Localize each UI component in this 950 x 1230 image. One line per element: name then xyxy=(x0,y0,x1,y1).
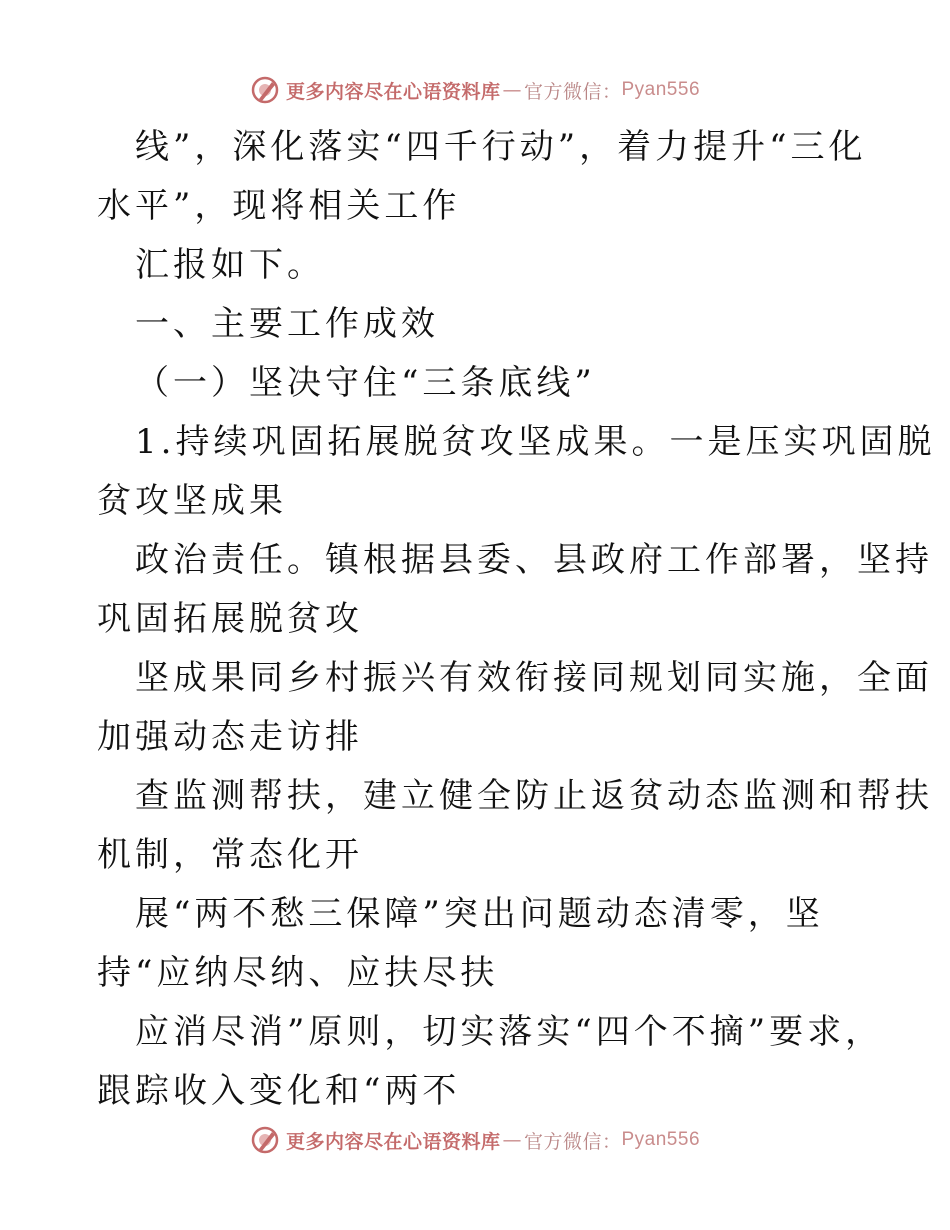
watermark-separator: — xyxy=(502,1129,522,1151)
text-line: 水平”，现将相关工作 xyxy=(97,186,461,226)
text-line: 坚成果同乡村振兴有效衔接同规划同实施，全面 xyxy=(135,658,933,698)
text-line: 加强动态走访排 xyxy=(97,717,363,757)
document-body xyxy=(97,118,936,1121)
watermark-header xyxy=(0,70,950,110)
text-line: 查监测帮扶，建立健全防止返贫动态监测和帮扶 xyxy=(135,776,933,816)
text-line: 线”，深化落实“四千行动”，着力提升“三化 xyxy=(135,127,867,167)
watermark-brand: 更多内容尽在心语资料库 xyxy=(285,1130,501,1153)
watermark-label: 官方微信： xyxy=(523,1130,622,1153)
text-line: 展“两不愁三保障”突出问题动态清零，坚 xyxy=(135,894,824,934)
text-line: 机制，常态化开 xyxy=(97,835,363,875)
text-line: 持“应纳尽纳、应扶尽扶 xyxy=(97,953,499,993)
watermark-brand: 更多内容尽在心语资料库 xyxy=(285,80,501,103)
text-line: 跟踪收入变化和“两不 xyxy=(97,1071,461,1111)
text-line: 应消尽消”原则，切实落实“四个不摘”要求， xyxy=(135,1012,884,1052)
watermark-label: 官方微信： xyxy=(523,80,622,103)
text-line: 汇报如下。 xyxy=(135,245,325,285)
text-line: （一）坚决守住“三条底线” xyxy=(135,363,596,403)
text-line: 一、主要工作成效 xyxy=(135,304,439,344)
text-line: 1.持续巩固拓展脱贫攻坚成果。一是压实巩固脱 xyxy=(135,422,936,462)
watermark-footer xyxy=(0,1120,950,1160)
text-line: 巩固拓展脱贫攻 xyxy=(97,599,363,639)
text-line: 贫攻坚成果 xyxy=(97,481,287,521)
pen-logo-icon xyxy=(250,1125,280,1155)
pen-logo-icon xyxy=(250,75,280,105)
watermark-wechat: Pyan556 xyxy=(621,1129,701,1150)
watermark-wechat: Pyan556 xyxy=(621,79,701,100)
text-line: 政治责任。镇根据县委、县政府工作部署，坚持 xyxy=(135,540,933,580)
watermark-separator: — xyxy=(502,79,522,101)
